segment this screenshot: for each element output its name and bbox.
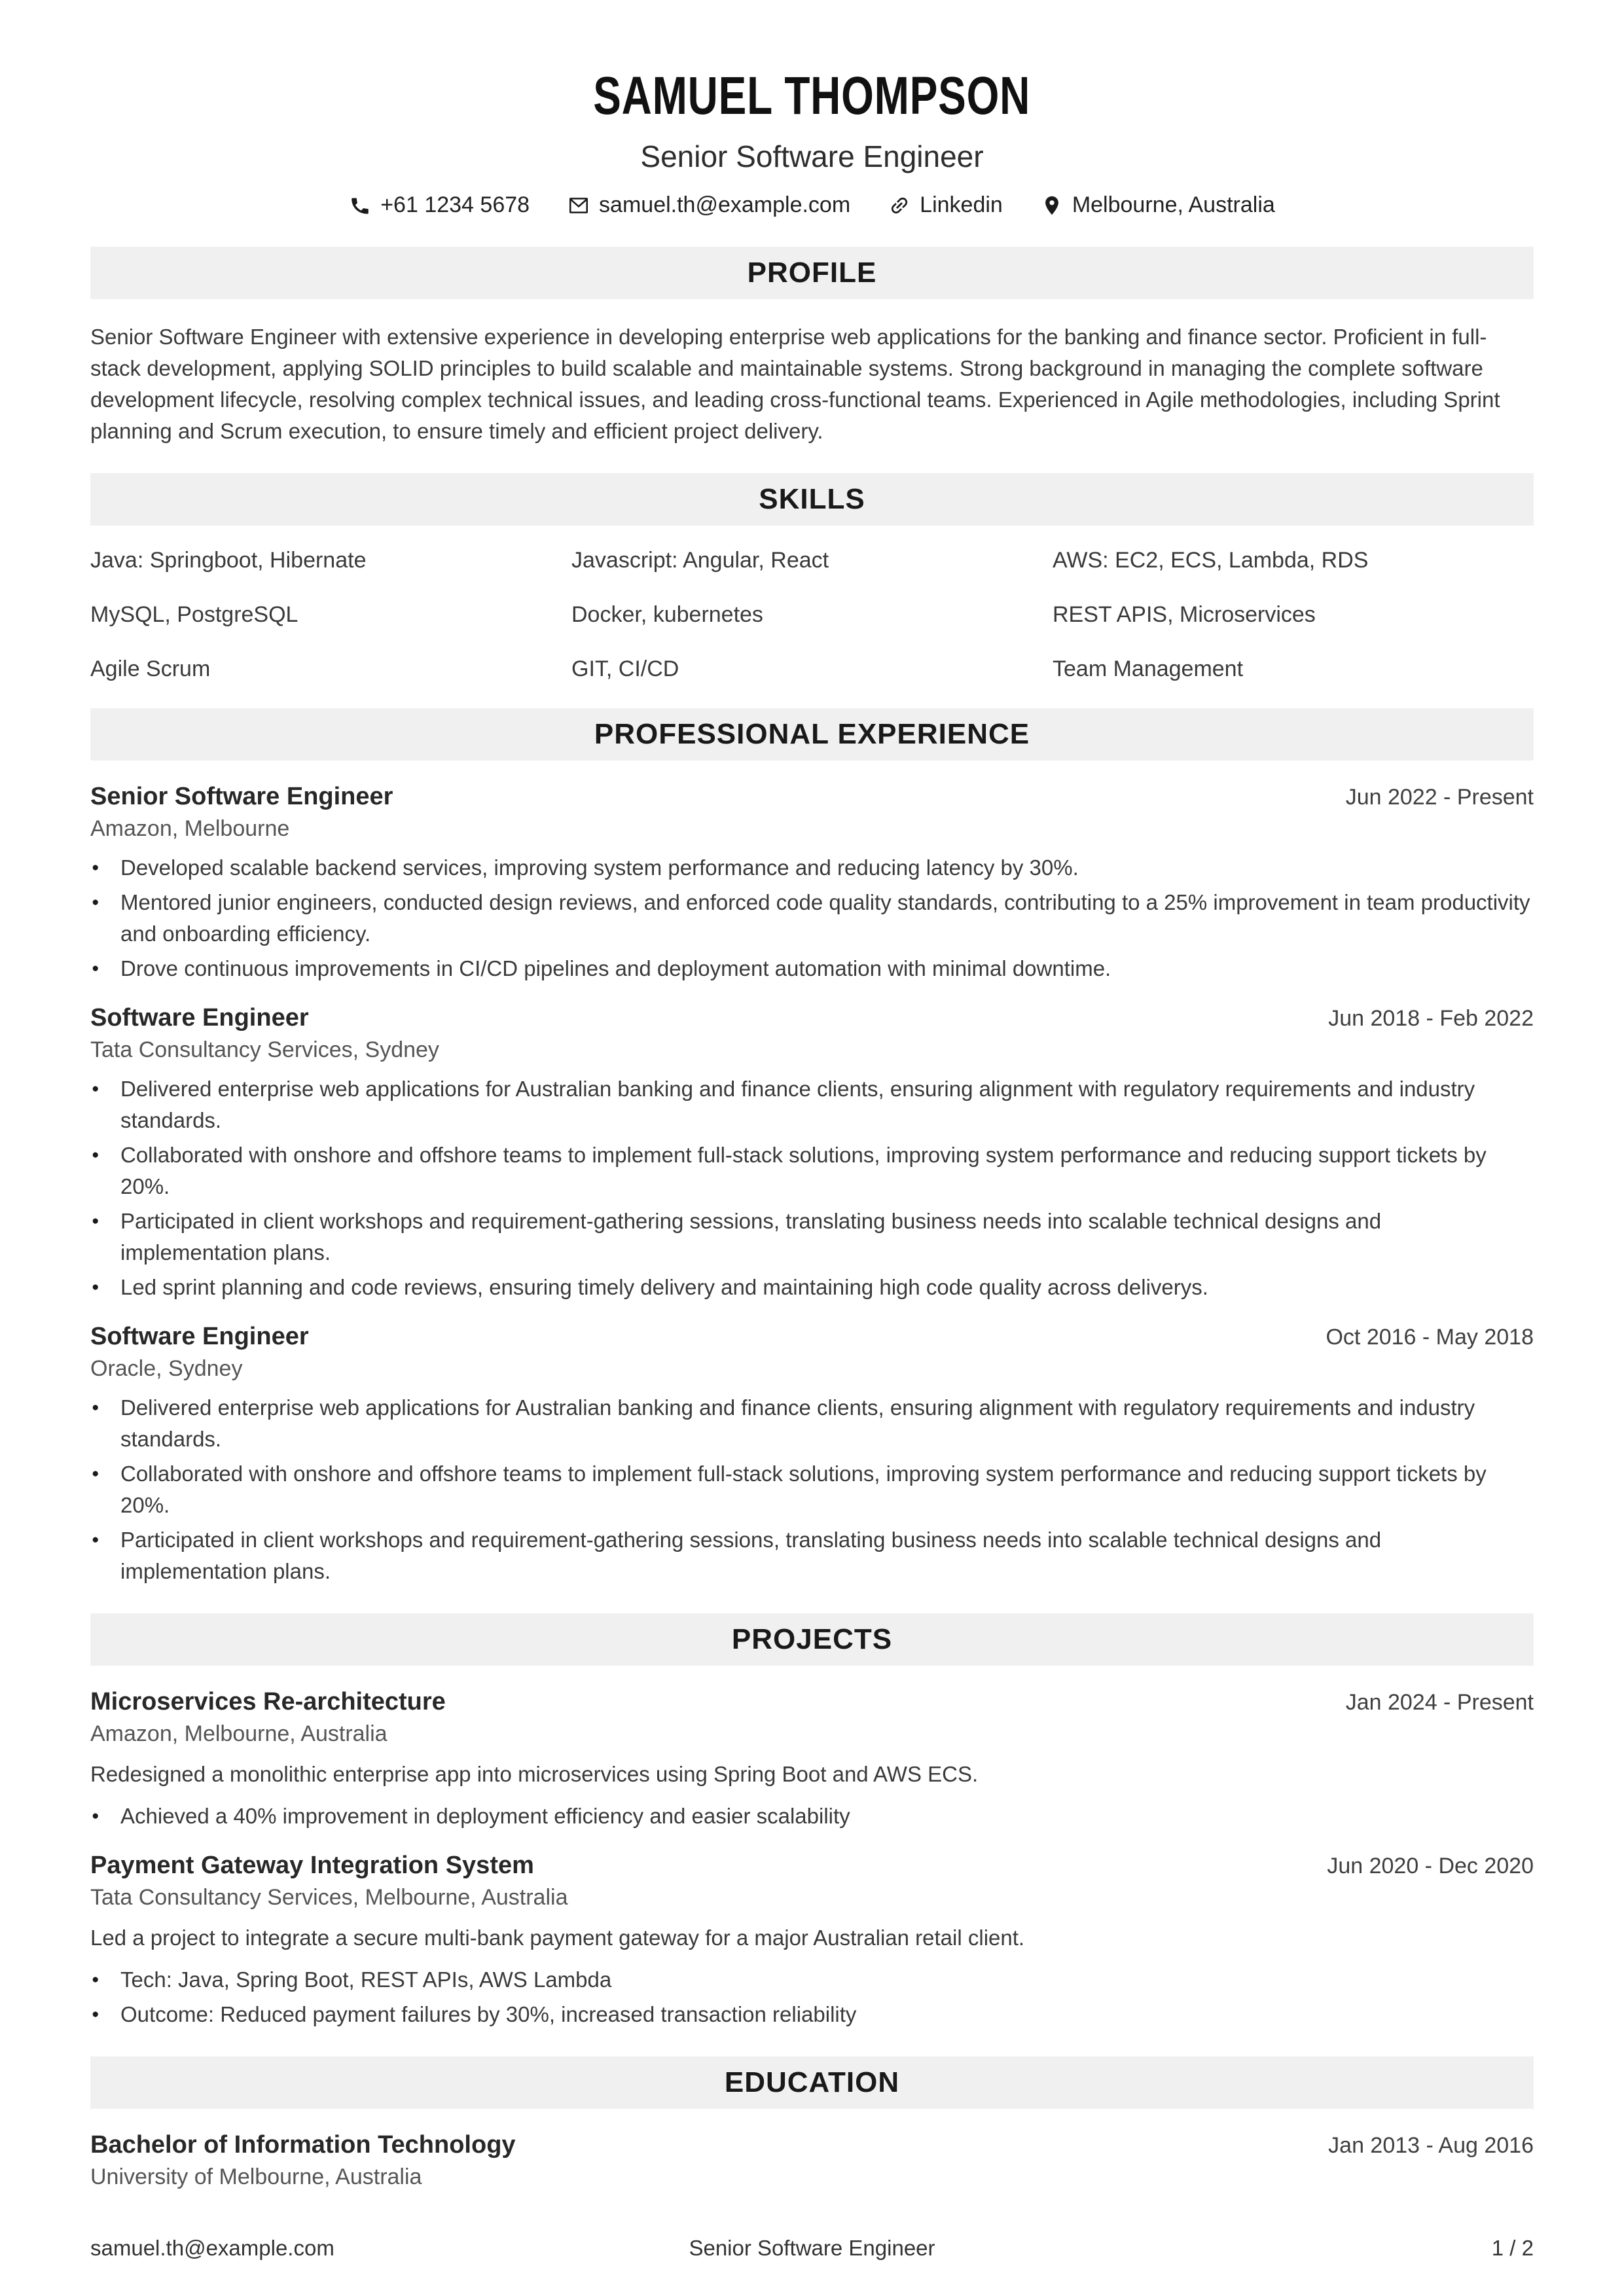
section-profile: [90, 247, 1534, 447]
project-bullets: [90, 1801, 1534, 1832]
projects-heading-bar: [90, 1613, 1534, 1666]
bullet-item: ● Delivered enterprise web applications for Australian banking and finance clients, ensuring alignment with regulatory requirements and industry standards.: [90, 1392, 1534, 1455]
job-title: Software Engineer: [90, 1323, 309, 1350]
bullet-item: ● Drove continuous improvements in CI/CD pipelines and deployment automation with minimal downtime.: [90, 953, 1534, 984]
skill-item: Agile Scrum: [90, 656, 211, 681]
job-dates: Jun 2018 - Feb 2022: [1328, 1006, 1534, 1031]
section-skills: [90, 473, 1534, 682]
bullet-item: ● Participated in client workshops and requirement-gathering sessions, translating business needs into scalable technical designs and implementation plans.: [90, 1524, 1534, 1587]
job-bullets: [90, 1392, 1534, 1587]
skill-item: Java: Springboot, Hibernate: [90, 548, 367, 573]
contact-phone-label: +61 1234 5678: [380, 192, 530, 217]
bullet-item: ● Participated in client workshops and requirement-gathering sessions, translating business needs into scalable technical designs and implementation plans.: [90, 1206, 1534, 1268]
project-entry: [90, 1852, 1534, 2030]
bullet-item: ● Delivered enterprise web applications for Australian banking and finance clients, ensuring alignment with regulatory requirements and industry standards.: [90, 1073, 1534, 1136]
job-title: Software Engineer: [90, 1004, 309, 1031]
bullet-item: ● Outcome: Reduced payment failures by 30%, increased transaction reliability: [90, 1999, 1534, 2030]
skill-item: GIT, CI/CD: [571, 656, 679, 681]
skill-item: AWS: EC2, ECS, Lambda, RDS: [1053, 548, 1369, 573]
contact-email-label: samuel.th@example.com: [599, 192, 851, 217]
footer-title: Senior Software Engineer: [689, 2236, 935, 2260]
entry-header: [90, 1323, 1534, 1351]
job-bullets: [90, 1073, 1534, 1303]
job-company: Oracle, Sydney: [90, 1356, 243, 1381]
bullet-item: ● Tech: Java, Spring Boot, REST APIs, AWS Lambda: [90, 1964, 1534, 1996]
bullet-item: ● Led sprint planning and code reviews, ensuring timely delivery and maintaining high code quality across deliverys.: [90, 1272, 1534, 1303]
bullet-item: ● Collaborated with onshore and offshore teams to implement full-stack solutions, improving system performance and reducing support tickets by 20%.: [90, 1458, 1534, 1521]
contact-email: [568, 192, 850, 218]
project-title: Payment Gateway Integration System: [90, 1852, 534, 1879]
bullet-item: ● Collaborated with onshore and offshore teams to implement full-stack solutions, improving system performance and reducing support tickets by 20%.: [90, 1139, 1534, 1202]
footer-email: samuel.th@example.com: [90, 2236, 334, 2260]
projects-heading: PROJECTS: [731, 1623, 893, 1655]
project-dates: Jan 2024 - Present: [1345, 1690, 1534, 1715]
skill-item: REST APIS, Microservices: [1053, 602, 1316, 627]
skill-item: Docker, kubernetes: [571, 602, 763, 627]
header: [90, 0, 1534, 218]
education-heading-bar: [90, 2056, 1534, 2109]
entry-header: [90, 1004, 1534, 1032]
entry-header: [90, 783, 1534, 811]
person-title: Senior Software Engineer: [640, 139, 984, 173]
email-icon: [568, 194, 590, 217]
section-experience: [90, 708, 1534, 1587]
profile-heading-bar: [90, 247, 1534, 299]
bullet-item: ● Mentored junior engineers, conducted design reviews, and enforced code quality standards, contributing to a 25% improvement in team productivity and onboarding efficiency.: [90, 887, 1534, 950]
skills-heading: SKILLS: [759, 483, 865, 515]
job-title: Senior Software Engineer: [90, 783, 393, 810]
bullet-item: ● Developed scalable backend services, improving system performance and reducing latency by 30%.: [90, 852, 1534, 884]
project-title: Microservices Re-architecture: [90, 1688, 446, 1715]
education-heading: EDUCATION: [724, 2066, 900, 2098]
section-education: [90, 2056, 1534, 2190]
experience-heading-bar: [90, 708, 1534, 761]
skill-item: Team Management: [1053, 656, 1244, 681]
job-dates: Oct 2016 - May 2018: [1326, 1325, 1534, 1350]
degree-dates: Jan 2013 - Aug 2016: [1328, 2133, 1534, 2158]
entry-header: [90, 2131, 1534, 2159]
contact-linkedin: [888, 192, 1003, 218]
profile-text: Senior Software Engineer with extensive experience in developing enterprise web applications for the banking and finance sector. Proficient in full-stack development, applying SOLID principles to build scalable and maintainable systems. Strong background in managing the complete software development lifecycle, resolving complex technical issues, and leading cross-functional teams. Experienced in Agile methodologies, including Sprint planning and Scrum execution, to ensure timely and efficient project delivery.: [90, 325, 1500, 443]
link-icon: [888, 194, 911, 217]
section-projects: [90, 1613, 1534, 2030]
skill-item: Javascript: Angular, React: [571, 548, 829, 573]
experience-entry: [90, 1004, 1534, 1303]
location-icon: [1041, 194, 1063, 217]
contact-location: [1041, 192, 1275, 218]
experience-entry: [90, 783, 1534, 984]
person-name: [90, 65, 1534, 127]
skills-grid: [90, 548, 1534, 682]
skill-item: MySQL, PostgreSQL: [90, 602, 298, 627]
entry-header: [90, 1688, 1534, 1716]
project-bullets: [90, 1964, 1534, 2030]
contact-location-label: Melbourne, Australia: [1072, 192, 1275, 217]
experience-entry: [90, 1323, 1534, 1587]
footer: [90, 2236, 1534, 2261]
profile-heading: PROFILE: [747, 257, 877, 289]
project-description: Led a project to integrate a secure multi-bank payment gateway for a major Australian retail client.: [90, 1926, 1025, 1950]
footer-page-number: 1 / 2: [1491, 2236, 1534, 2260]
job-company: Tata Consultancy Services, Sydney: [90, 1037, 439, 1062]
project-description: Redesigned a monolithic enterprise app into microservices using Spring Boot and AWS ECS.: [90, 1762, 979, 1786]
experience-heading: PROFESSIONAL EXPERIENCE: [594, 718, 1030, 750]
job-bullets: [90, 852, 1534, 984]
contact-phone: [349, 192, 530, 218]
education-entry: [90, 2131, 1534, 2190]
project-entry: [90, 1688, 1534, 1832]
project-dates: Jun 2020 - Dec 2020: [1327, 1854, 1534, 1878]
person-name-text: SAMUEL THOMPSON: [593, 66, 1031, 126]
phone-icon: [349, 194, 371, 217]
job-company: Amazon, Melbourne: [90, 816, 290, 841]
contact-linkedin-label: Linkedin: [920, 192, 1003, 217]
school-name: University of Melbourne, Australia: [90, 2164, 422, 2189]
project-company: Amazon, Melbourne, Australia: [90, 1721, 388, 1746]
skills-heading-bar: [90, 473, 1534, 526]
job-dates: Jun 2022 - Present: [1345, 785, 1534, 810]
contact-row: [90, 192, 1534, 218]
project-company: Tata Consultancy Services, Melbourne, Australia: [90, 1885, 568, 1910]
bullet-item: ● Achieved a 40% improvement in deployment efficiency and easier scalability: [90, 1801, 1534, 1832]
entry-header: [90, 1852, 1534, 1880]
degree-title: Bachelor of Information Technology: [90, 2131, 516, 2159]
